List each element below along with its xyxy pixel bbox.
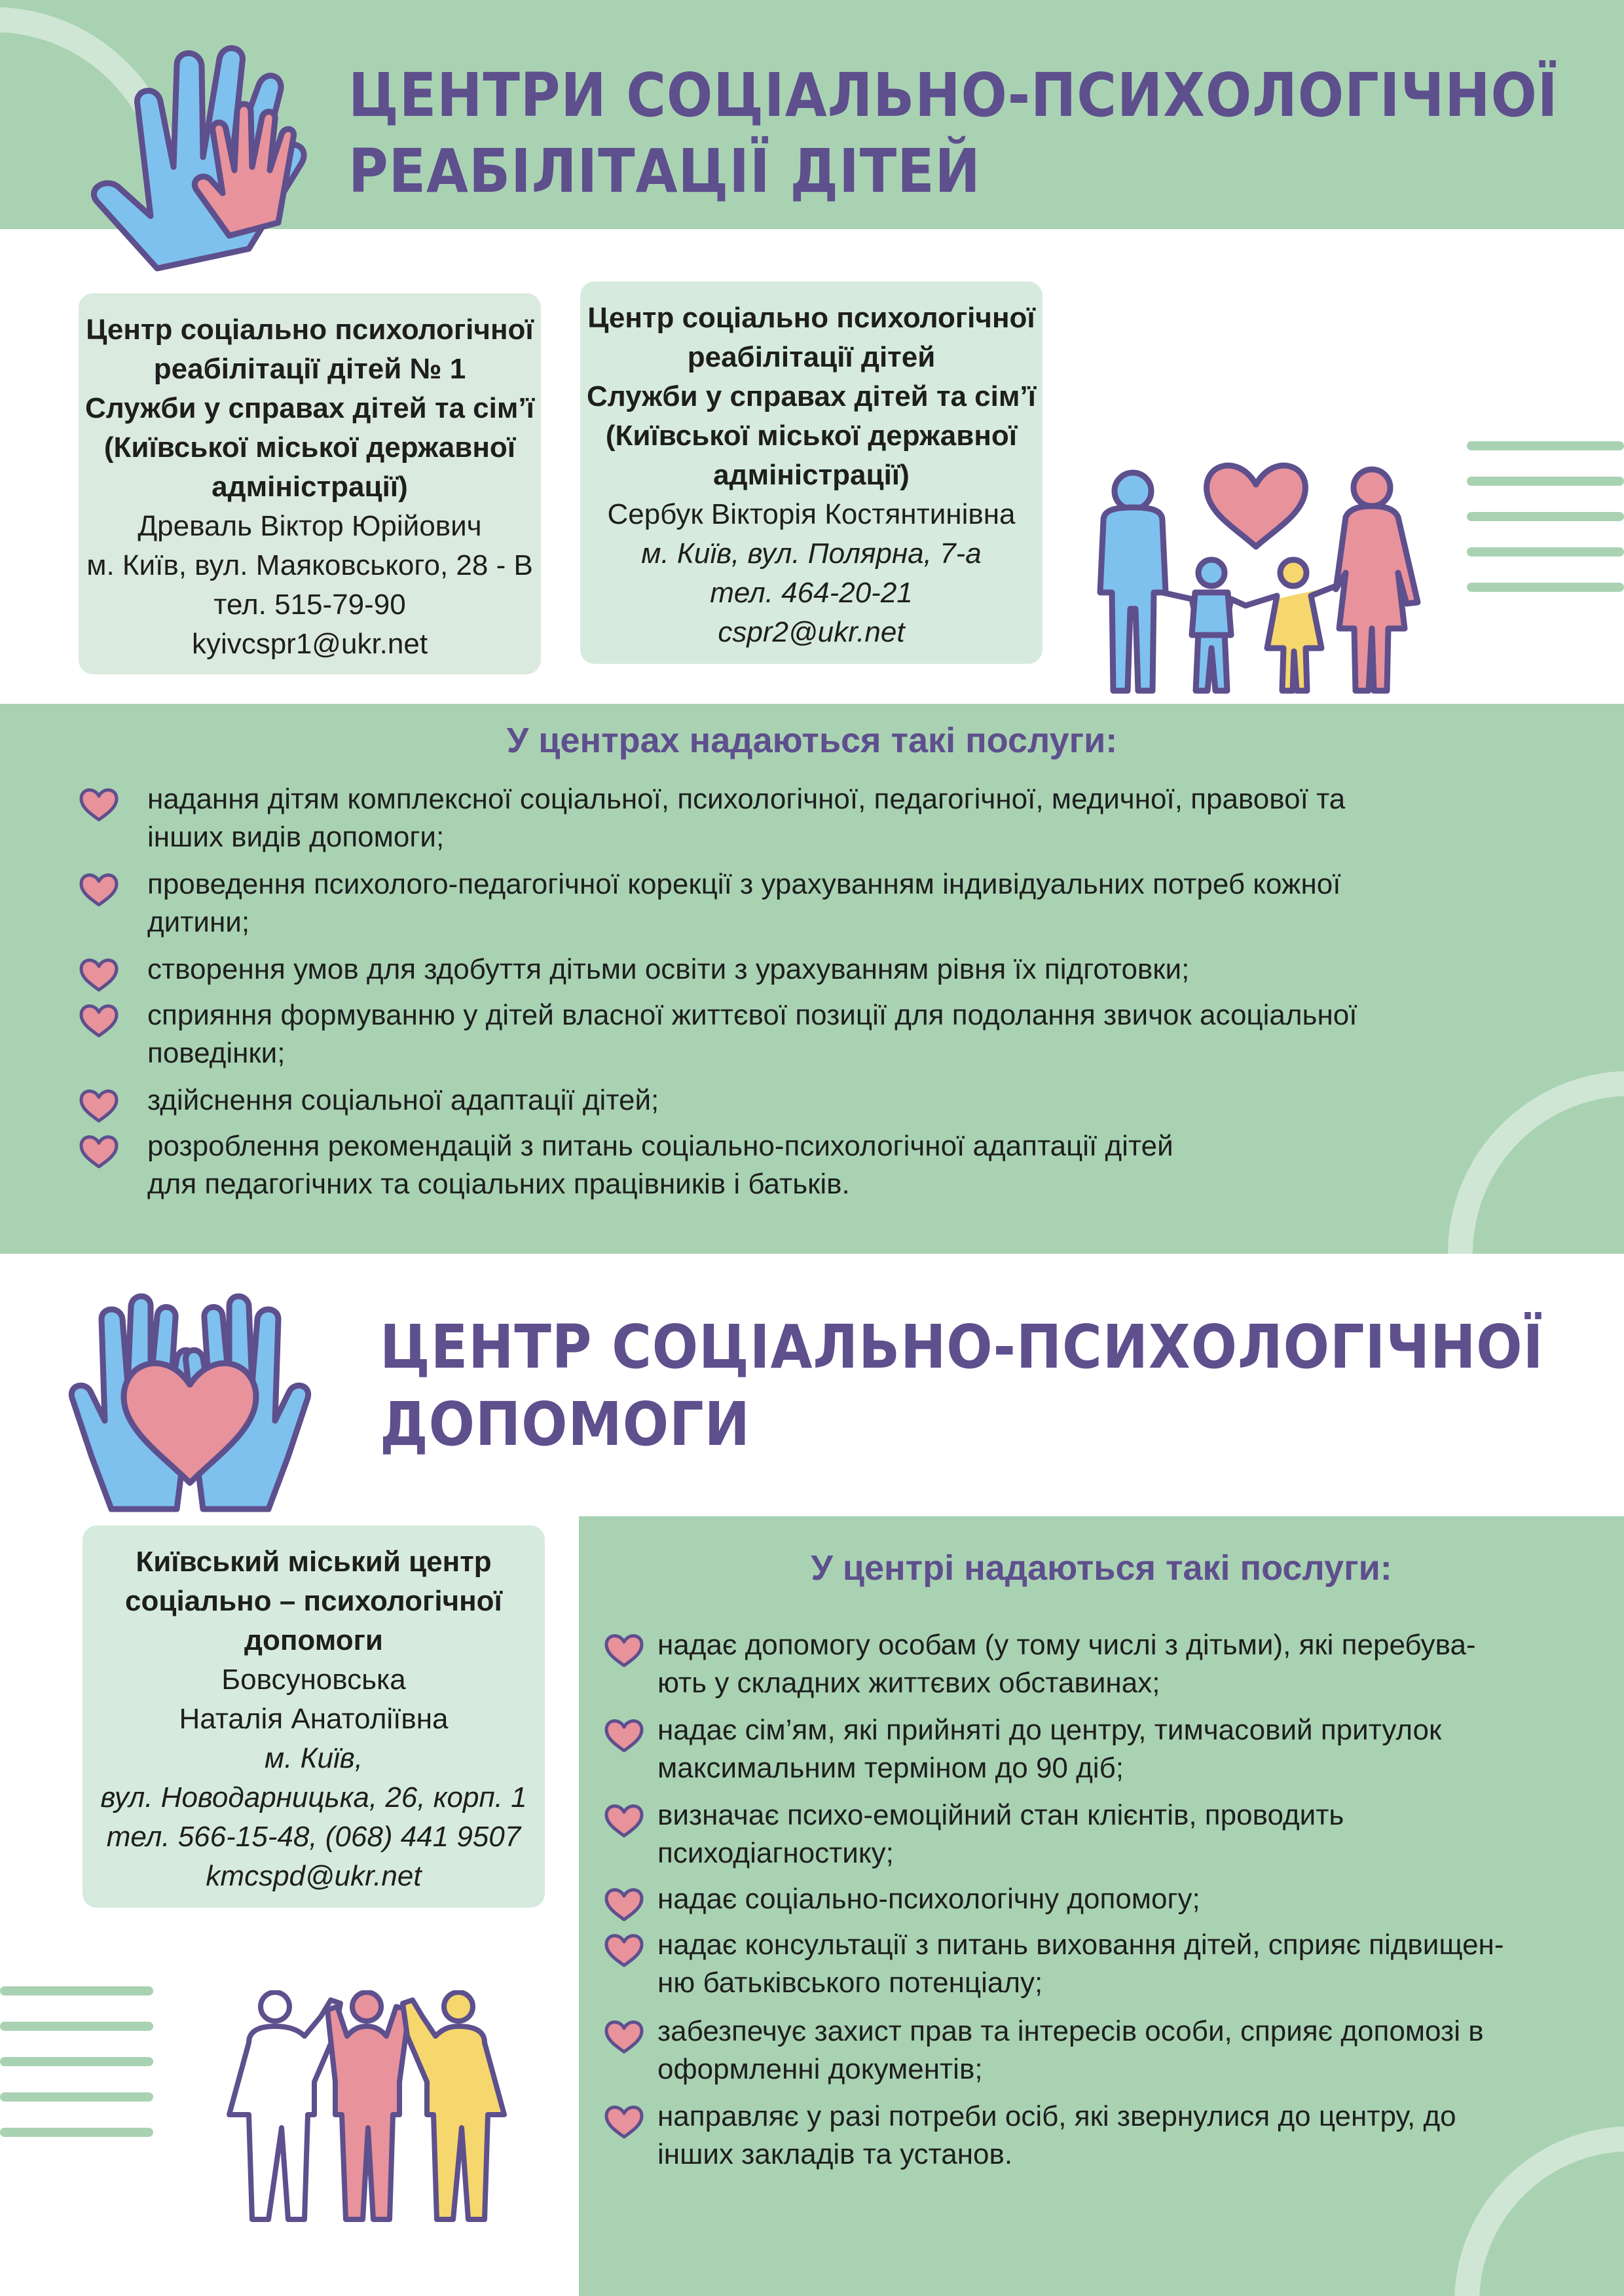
service-item	[604, 1796, 1599, 1872]
service-text: розроблення рекомендацій з питань соціально-психологічної адаптації дітей для педагогічних та соціальних працівників і батьків.	[147, 1130, 1173, 1200]
hands-icon	[85, 26, 321, 282]
service-item	[604, 1880, 1599, 1918]
service-text: надає допомогу особам (у тому числі з дітьми), які перебува- ють у складних життєвих обставинах;	[657, 1629, 1476, 1699]
heart-bullet-icon	[604, 1717, 644, 1753]
kmcspd-name: Київський міський центр соціально – психологічної допомоги	[125, 1546, 502, 1656]
section2-services-heading: У центрі надаються такі послуги:	[811, 1548, 1392, 1588]
service-text: надання дітям комплексної соціальної, психологічної, педагогічної, медичної, правової та інших видів допомоги;	[147, 783, 1346, 853]
service-text: забезпечує захист прав та інтересів особи, сприяє допомозі в оформленні документів;	[657, 2015, 1484, 2085]
service-item	[604, 1711, 1599, 1787]
decorative-stripe	[1467, 547, 1624, 556]
service-text: сприяння формуванню у дітей власної життєвої позиції для подолання звичок асоціальної поведінки;	[147, 999, 1357, 1069]
kmcspd-email[interactable]: kmcspd@ukr.net	[206, 1860, 422, 1892]
kmcspd-address: вул. Новодарницька, 26, корп. 1	[100, 1781, 527, 1813]
decorative-stripe	[0, 2057, 153, 2066]
heart-bullet-icon	[604, 1802, 644, 1838]
heart-bullet-icon	[79, 1133, 119, 1169]
center2-director: Сербук Вікторія Костянтинівна	[607, 498, 1016, 530]
section2-title-line1: ЦЕНТР СОЦІАЛЬНО-ПСИХОЛОГІЧНОЇ	[380, 1312, 1544, 1382]
kmcspd-director-line1: Бовсуновська	[221, 1664, 406, 1696]
service-text: визначає психо-емоційний стан клієнтів, проводить психодіагностику;	[657, 1799, 1344, 1869]
service-text: здійснення соціальної адаптації дітей;	[147, 1084, 659, 1116]
service-text: створення умов для здобуття дітьми освіти з урахуванням рівня їх підготовки;	[147, 953, 1190, 985]
center1-name: Центр соціально психологічної реабілітації дітей № 1 Служби у справах дітей та сім’ї (Київської міської державної адміністрації)	[84, 314, 535, 503]
service-item	[79, 996, 1585, 1072]
kmcspd-card	[83, 1525, 545, 1908]
decorative-stripe	[1467, 477, 1624, 486]
heart-bullet-icon	[604, 1886, 644, 1922]
center2-address: м. Київ, вул. Полярна, 7-а	[641, 538, 982, 570]
decorative-stripe	[1467, 512, 1624, 521]
heart-bullet-icon	[604, 2018, 644, 2054]
section1-title-line1: ЦЕНТРИ СОЦІАЛЬНО-ПСИХОЛОГІЧНОЇ	[348, 60, 1559, 130]
people-icon	[216, 1990, 517, 2226]
section2-title-line2: ДОПОМОГИ	[380, 1389, 750, 1459]
decorative-stripe	[0, 2022, 153, 2031]
center1-director: Древаль Віктор Юрійович	[138, 510, 482, 542]
center1-card	[79, 293, 541, 674]
section1-title-line2: РЕАБІЛІТАЦІЇ ДІТЕЙ	[348, 136, 981, 206]
service-item	[604, 2013, 1599, 2088]
service-item	[604, 1926, 1599, 2002]
service-item	[79, 1127, 1585, 1203]
heart-bullet-icon	[604, 1931, 644, 1968]
heart-hands-icon	[65, 1293, 314, 1516]
heart-bullet-icon	[79, 871, 119, 907]
decorative-stripe	[0, 2128, 153, 2137]
family-icon	[1074, 432, 1441, 701]
center1-address: м. Київ, вул. Маяковського, 28 - В	[86, 549, 533, 581]
service-text: направляє у разі потреби осіб, які звернулися до центру, до інших закладів та установ.	[657, 2100, 1456, 2170]
service-item	[79, 1082, 1585, 1120]
center1-email[interactable]: kyivcspr1@ukr.net	[191, 628, 428, 660]
heart-bullet-icon	[79, 956, 119, 993]
service-text: проведення психолого-педагогічної корекції з урахуванням індивідуальних потреб кожної дитини;	[147, 868, 1341, 938]
center2-email[interactable]: cspr2@ukr.net	[718, 616, 905, 648]
center2-card	[580, 282, 1043, 664]
kmcspd-city: м. Київ,	[265, 1742, 363, 1774]
heart-bullet-icon	[79, 1087, 119, 1123]
service-text: надає соціально-психологічну допомогу;	[657, 1883, 1200, 1915]
decorative-stripe	[1467, 583, 1624, 592]
heart-bullet-icon	[79, 1002, 119, 1038]
heart-bullet-icon	[604, 2103, 644, 2140]
center2-phone: тел. 464-20-21	[710, 577, 913, 609]
decorative-stripe	[0, 1986, 153, 1995]
heart-bullet-icon	[79, 786, 119, 822]
service-text: надає консультації з питань виховання дітей, сприяє підвищен- ню батьківського потенціалу;	[657, 1929, 1504, 1999]
center2-name: Центр соціально психологічної реабілітації дітей Служби у справах дітей та сім’ї (Київської міської державної адміністрації)	[586, 302, 1037, 491]
service-item	[79, 951, 1585, 989]
center1-phone: тел. 515-79-90	[213, 589, 406, 621]
service-item	[604, 2098, 1599, 2174]
section1-services-heading: У центрах надаються такі послуги:	[506, 721, 1118, 760]
service-item	[79, 866, 1585, 941]
service-item	[79, 780, 1585, 856]
kmcspd-phone: тел. 566-15-48, (068) 441 9507	[106, 1821, 521, 1853]
heart-bullet-icon	[604, 1631, 644, 1668]
service-text: надає сім’ям, які прийняті до центру, тимчасовий притулок максимальним терміном до 90 діб;	[657, 1714, 1442, 1784]
service-item	[604, 1626, 1599, 1702]
decorative-stripe	[0, 2092, 153, 2102]
decorative-stripe	[1467, 441, 1624, 450]
kmcspd-director-line2: Наталія Анатоліївна	[179, 1703, 449, 1735]
